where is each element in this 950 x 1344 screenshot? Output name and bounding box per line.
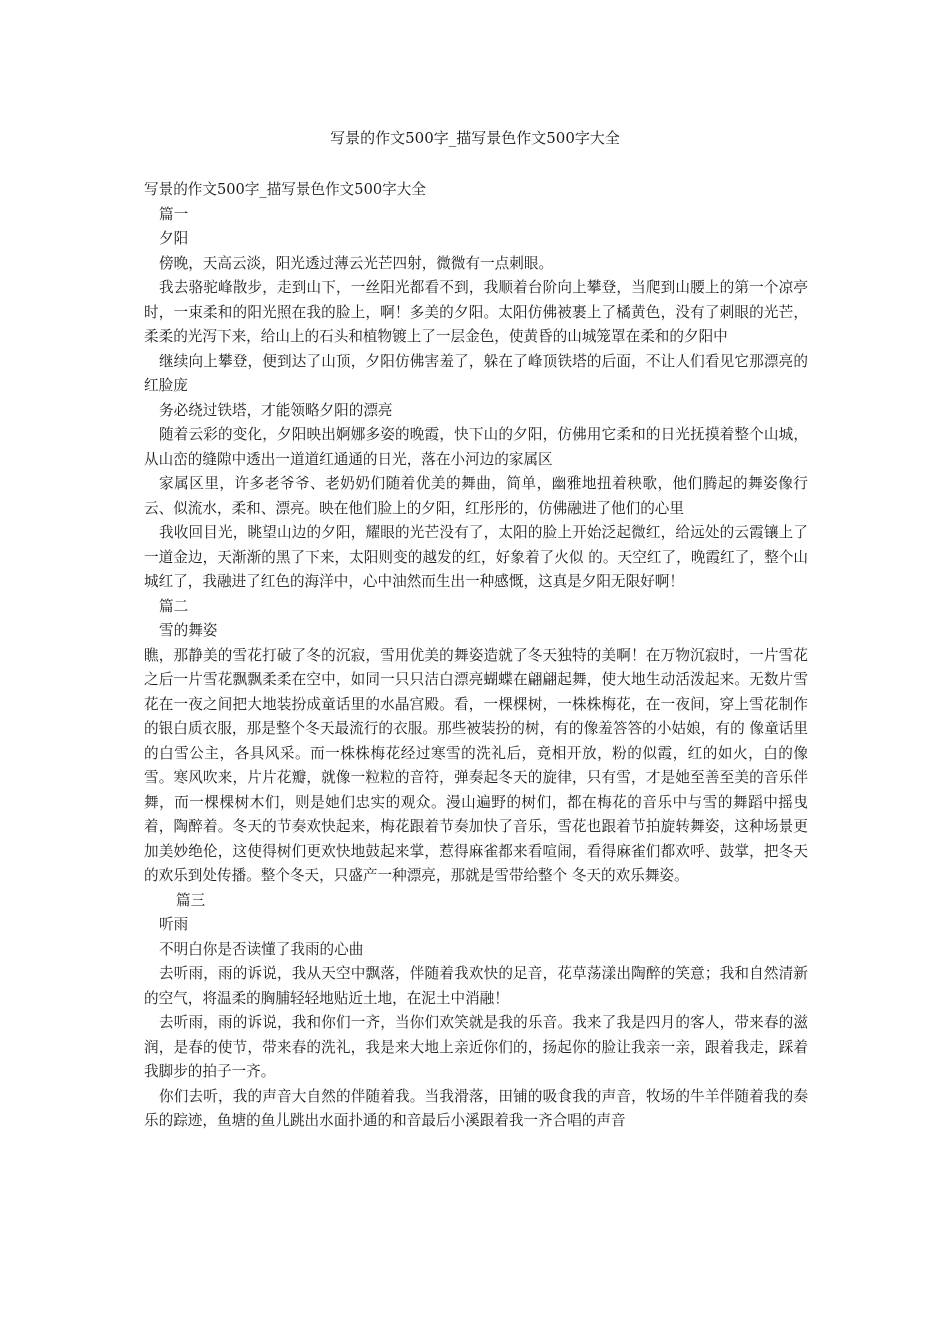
paragraph: 傍晚，天高云淡，阳光透过薄云光芒四射，微微有一点刺眼。 [159,254,554,272]
paragraph: 继续向上攀登，便到达了山顶，夕阳仿佛害羞了，躲在了峰顶铁塔的后面，不让人们看见它那漂亮的红脸庞 [144,352,808,394]
essay-title: 夕阳 [159,230,189,247]
paragraph: 去听雨，雨的诉说，我从天空中飘落，伴随着我欢快的足音，花草荡漾出陶醉的笑意；我和自然清新的空气，将温柔的胸脯轻轻地贴近土地，在泥土中消融！ [144,965,808,1007]
paragraph: 随着云彩的变化，夕阳映出婀娜多姿的晚霞，快下山的夕阳，仿佛用它柔和的日光抚摸着整个山城，从山峦的缝隙中透出一道道红通通的日光，落在小河边的家属区 [144,426,808,468]
document-title: 写景的作文500字_描写景色作文500字大全 [330,129,620,147]
paragraph: 家属区里，许多老爷爷、老奶奶们随着优美的舞曲，简单，幽雅地扭着秧歌，他们腾起的舞姿像行云、似流水，柔和、漂亮。映在他们脸上的夕阳，红彤彤的，仿佛融进了他们的心里 [144,475,808,517]
paragraph: 你们去听，我的声音大自然的伴随着我。当我滑落，田铺的吸食我的声音，牧场的牛羊伴随着我的奏乐的踪迹，鱼塘的鱼儿跳出水面扑通的和音最后小溪跟着我一齐合唱的声音 [144,1087,808,1129]
paragraph: 去听雨，雨的诉说，我和你们一齐，当你们欢笑就是我的乐音。我来了我是四月的客人，带来春的滋润，是春的使节，带来春的洗礼，我是来大地上亲近你们的，扬起你的脸让我亲一亲，跟着我走，踩着我脚步的拍子一齐。 [144,1014,808,1080]
section-label: 篇三 [176,891,206,909]
body-heading: 写景的作文500字_描写景色作文500字大全 [144,181,426,198]
paragraph: 不明白你是否读懂了我雨的心曲 [159,940,364,958]
paragraph: 务必绕过铁塔，才能领略夕阳的漂亮 [159,401,393,419]
paragraph: 我去骆驼峰散步，走到山下，一丝阳光都看不到，我顺着台阶向上攀登，当爬到山腰上的第一个凉亭时，一束柔和的阳光照在我的脸上，啊！多美的夕阳。太阳仿佛被裹上了橘黄色，没有了刺眼的光芒，柔柔的光泻下来，给山上的石头和植物镀上了一层金色，使黄昏的山城笼罩在柔和的夕阳中 [144,279,808,345]
essay-title: 雪的舞姿 [159,622,218,639]
section-label: 篇二 [159,597,189,615]
section-label: 篇一 [159,205,189,223]
document-body [144,178,808,1134]
paragraph: 瞧，那静美的雪花打破了冬的沉寂，雪用优美的舞姿造就了冬天独特的美啊！在万物沉寂时，一片雪花之后一片雪花飘飘柔柔在空中，如同一只只洁白漂亮蝴蝶在翩翩起舞，使大地生动活泼起来。无数片雪花在一夜之间把大地装扮成童话里的水晶宫殿。看，一棵棵树，一株株梅花，在一夜间，穿上雪花制作的银白质衣服，那是整个冬天最流行的衣服。那些被装扮的树，有的像羞答答的小姑娘，有的 像童话里的白雪公主，各具风采。而一株株梅花经过寒雪的洗礼后，竟相开放，粉的似霞，红的如火，白的像雪。寒风吹来，片片花瓣，就像一粒粒的音符，弹奏起冬天的旋律，只有雪，才是她至善至美的音乐伴舞，而一棵棵树木们，则是她们忠实的观众。漫山遍野的树们，都在梅花的音乐中与雪的舞蹈中摇曳着，陶醉着。冬天的节奏欢快起来，梅花跟着节奏加快了音乐，雪花也跟着节拍旋转舞姿，这种场景更加美妙绝伦，这使得树们更欢快地鼓起来掌，惹得麻雀都来看喧闹，看得麻雀们都欢呼、鼓掌，把冬天的欢乐到处传播。整个冬天，只盛产一种漂亮，那就是雪带给整个 冬天的欢乐舞姿。 [144,646,808,884]
essay-title: 听雨 [159,916,189,933]
paragraph: 我收回目光，眺望山边的夕阳，耀眼的光芒没有了，太阳的脸上开始泛起微红，给远处的云霞镶上了一道金边，天渐渐的黑了下来，太阳则变的越发的红，好象着了火似 的。天空红了，晚霞红了，整个山城红了，我融进了红色的海洋中，心中油然而生出一种感慨，这真是夕阳无限好啊！ [144,524,808,590]
